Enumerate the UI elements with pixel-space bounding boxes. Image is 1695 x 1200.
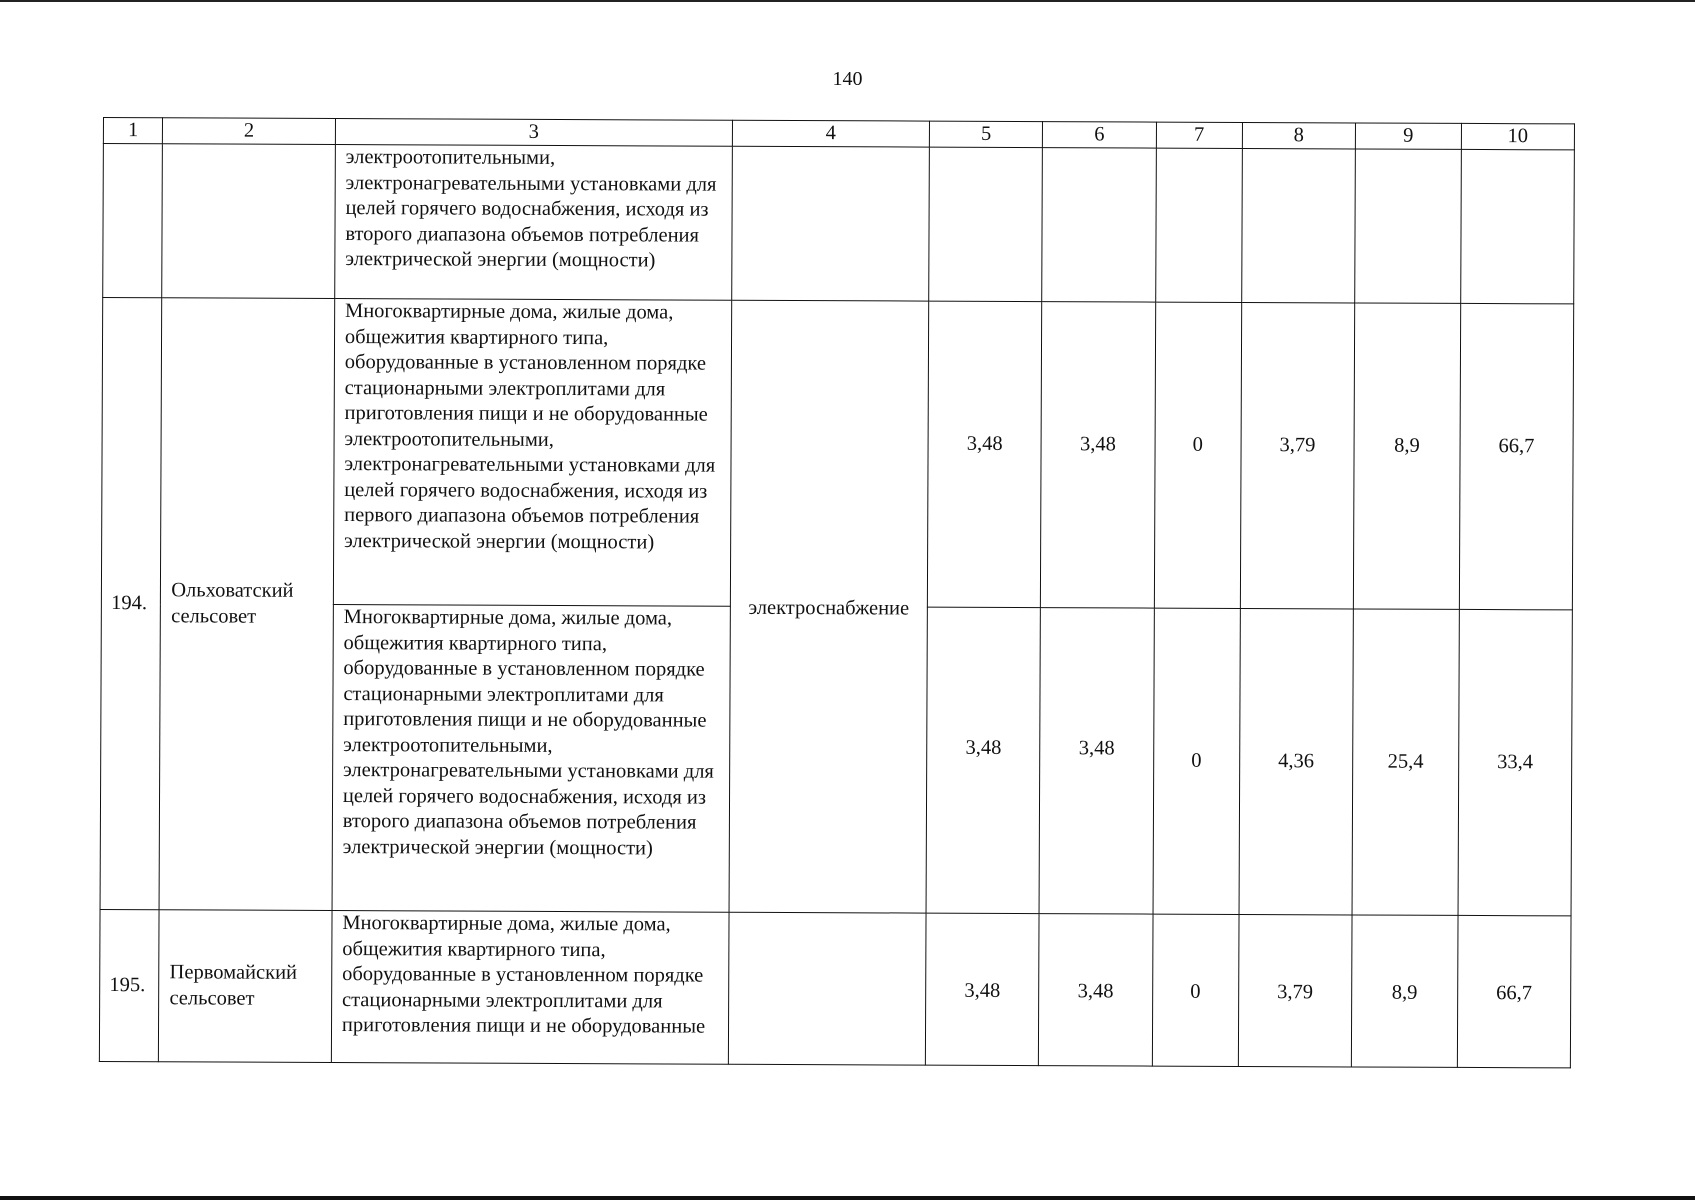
value-text: 66,7 xyxy=(1496,981,1533,1004)
value-cell xyxy=(1241,148,1355,302)
value-cell xyxy=(929,147,1043,301)
table-row xyxy=(99,909,1571,1067)
value-text: 4,36 xyxy=(1278,749,1315,773)
value-col9 xyxy=(1353,303,1460,609)
value-col5 xyxy=(925,913,1039,1065)
value-cell xyxy=(1355,149,1461,303)
value-col5 xyxy=(927,301,1042,607)
value-col7 xyxy=(1154,302,1242,608)
value-cell xyxy=(1460,149,1574,303)
header-cell: 2 xyxy=(163,118,336,145)
header-cell: 5 xyxy=(929,121,1042,147)
settlement-name: Первомайский сельсовет xyxy=(159,910,332,1063)
value-col8 xyxy=(1239,608,1354,914)
page-number: 140 xyxy=(832,68,863,90)
value-col6 xyxy=(1041,302,1156,608)
value-text: 0 xyxy=(1190,980,1201,1003)
value-text: 3,48 xyxy=(1078,737,1115,760)
value-text: 3,48 xyxy=(1080,433,1116,456)
row-number: 194. xyxy=(100,298,162,910)
header-cell: 9 xyxy=(1355,123,1461,149)
header-cell: 10 xyxy=(1461,123,1574,149)
description-cell: Многоквартирные дома, жилые дома, общежития квартирного типа, оборудованные в установленном порядке стационарными электроплитами для приготовления пищи и не оборудованные электроотопительными, электронагревательными установками для целей горячего водоснабжения, исходя из второго диапазона объемов потребления электрической энергии (мощности) xyxy=(332,605,730,913)
value-text: 3,79 xyxy=(1279,433,1316,457)
value-col6 xyxy=(1039,914,1153,1066)
header-cell: 7 xyxy=(1156,122,1242,148)
value-col7 xyxy=(1152,914,1239,1066)
value-col9 xyxy=(1352,609,1459,915)
value-text: 3,48 xyxy=(965,736,1002,759)
value-col10 xyxy=(1458,609,1573,915)
description-cell: Многоквартирные дома, жилые дома, общежития квартирного типа, оборудованные в установленном порядке стационарными электроплитами для приготовления пищи и не оборудованные xyxy=(331,911,729,1065)
value-text: 3,48 xyxy=(1077,980,1114,1003)
header-cell: 3 xyxy=(335,119,732,147)
description-cell: Многоквартирные дома, жилые дома, общежития квартирного типа, оборудованные в установленном порядке стационарными электроплитами для приготовления пищи и не оборудованные электроотопительными, электронагревательными установками для целей горячего водоснабжения, исходя из первого диапазона объемов потребления электрической энергии (мощности) xyxy=(333,299,731,607)
header-cell: 4 xyxy=(732,120,929,147)
value-text: 25,4 xyxy=(1387,750,1424,773)
tariff-table xyxy=(99,117,1575,1068)
value-text: 3,48 xyxy=(966,432,1003,455)
settlement-cell xyxy=(162,144,335,299)
value-text: 0 xyxy=(1191,749,1202,772)
value-col9 xyxy=(1351,915,1457,1067)
header-cell: 8 xyxy=(1242,122,1355,148)
value-col7 xyxy=(1153,608,1241,914)
header-cell: 6 xyxy=(1043,122,1156,148)
value-text: 3,79 xyxy=(1277,980,1314,1004)
value-text: 33,4 xyxy=(1497,750,1534,773)
row-number: 195. xyxy=(99,909,159,1061)
service-cell xyxy=(731,146,929,301)
description-cell: электроотопительными, электронагревательными установками для целей горячего водоснабжения, исходя из второго диапазона объемов потребления электрической энергии (мощности) xyxy=(335,145,733,301)
number-cell xyxy=(103,144,163,298)
table-row xyxy=(101,298,1573,610)
value-text: 8,9 xyxy=(1391,981,1418,1004)
value-col10 xyxy=(1457,915,1571,1067)
settlement-name: Ольховатский сельсовет xyxy=(159,298,334,911)
value-text: 66,7 xyxy=(1498,434,1535,457)
service-type xyxy=(728,912,926,1065)
value-col6 xyxy=(1039,608,1154,914)
value-cell xyxy=(1042,148,1156,302)
value-text: 0 xyxy=(1192,433,1203,456)
value-col8 xyxy=(1238,914,1352,1066)
value-col8 xyxy=(1240,302,1355,608)
value-text: 8,9 xyxy=(1394,434,1420,457)
header-cell: 1 xyxy=(103,118,162,144)
service-type: электроснабжение xyxy=(729,300,929,913)
value-cell xyxy=(1155,148,1242,302)
value-col10 xyxy=(1459,303,1574,609)
value-text: 3,48 xyxy=(964,979,1001,1002)
scan-top-edge xyxy=(0,0,1695,2)
table-row xyxy=(103,144,1575,304)
scan-bottom-edge xyxy=(0,1196,1695,1200)
value-col5 xyxy=(926,607,1041,913)
